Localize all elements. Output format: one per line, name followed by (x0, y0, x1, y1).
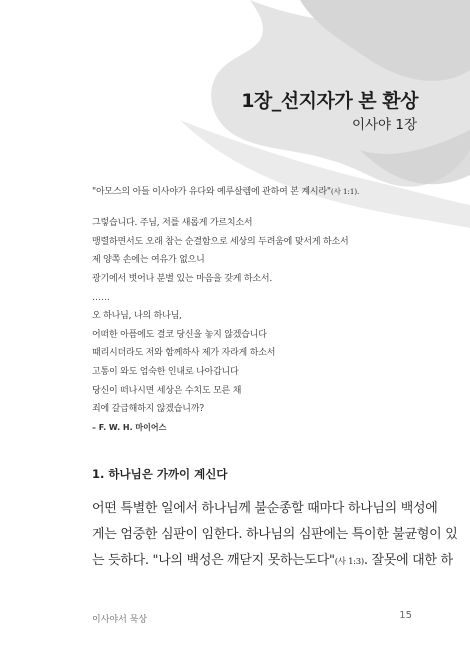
poem-line: 오 하나님, 나의 하나님, (92, 310, 182, 321)
poem-line: 때리시더라도 저와 함께하사 제가 자라게 하소서 (92, 348, 276, 359)
body-line-text: . 잘못에 대한 하 (363, 553, 453, 568)
footer-book-title: 이사야서 묵상 (92, 615, 148, 625)
poem-line: 고통이 와도 엄숙한 인내로 나아갑니다 (92, 366, 239, 377)
epigraph-quote: "아모스의 아들 이사야가 유다와 예루살렘에 관하여 본 계시라" (92, 187, 331, 197)
scripture-reference: (사 1:3) (334, 557, 364, 567)
poem (92, 214, 392, 437)
poem-stanza-2 (92, 307, 392, 419)
chapter-title: 1장_선지자가 본 환상 (241, 90, 418, 112)
poem-line: 그렇습니다. 주님, 저를 새롭게 가르치소서 (92, 218, 253, 228)
epigraph-reference: (사 1:1). (330, 187, 360, 196)
chapter-subtitle: 이사야 1장 (351, 117, 417, 133)
body-line (92, 548, 453, 575)
poem-stanza-1 (92, 214, 392, 289)
poem-line: 어떠한 아픔에도 결코 당신을 놓지 않겠습니다 (92, 329, 267, 340)
body-line: 게는 엄중한 심판이 임한다. 하나님의 심판에는 특이한 불균형이 있 (92, 527, 458, 542)
poem-attribution: – F. W. H. 마이어스 (92, 423, 167, 433)
body-line: 어떤 특별한 일에서 하나님께 불순종할 때마다 하나님의 백성에 (92, 501, 438, 516)
poem-ellipsis: …… (92, 292, 110, 303)
footer-page-number: 15 (399, 610, 412, 621)
poem-line: 제 양쪽 손에는 여유가 없으니 (92, 255, 205, 266)
body-line-text: 는 듯하다. "나의 백성은 깨닫지 못하는도다" (92, 553, 335, 568)
epigraph (92, 184, 359, 197)
poem-line: 당신이 떠나시면 세상은 수치도 모른 채 (92, 385, 242, 396)
section-heading: 1. 하나님은 가까이 계신다 (92, 467, 228, 481)
poem-line: 맹렬하면서도 오래 참는 순결함으로 세상의 두려움에 맞서게 하소서 (92, 236, 349, 247)
poem-line: 광기에서 벗어나 분별 있는 마음을 갖게 하소서. (92, 274, 273, 285)
poem-line: 죄에 갈급해하지 않겠습니까? (92, 404, 204, 415)
body-paragraph (92, 496, 458, 575)
